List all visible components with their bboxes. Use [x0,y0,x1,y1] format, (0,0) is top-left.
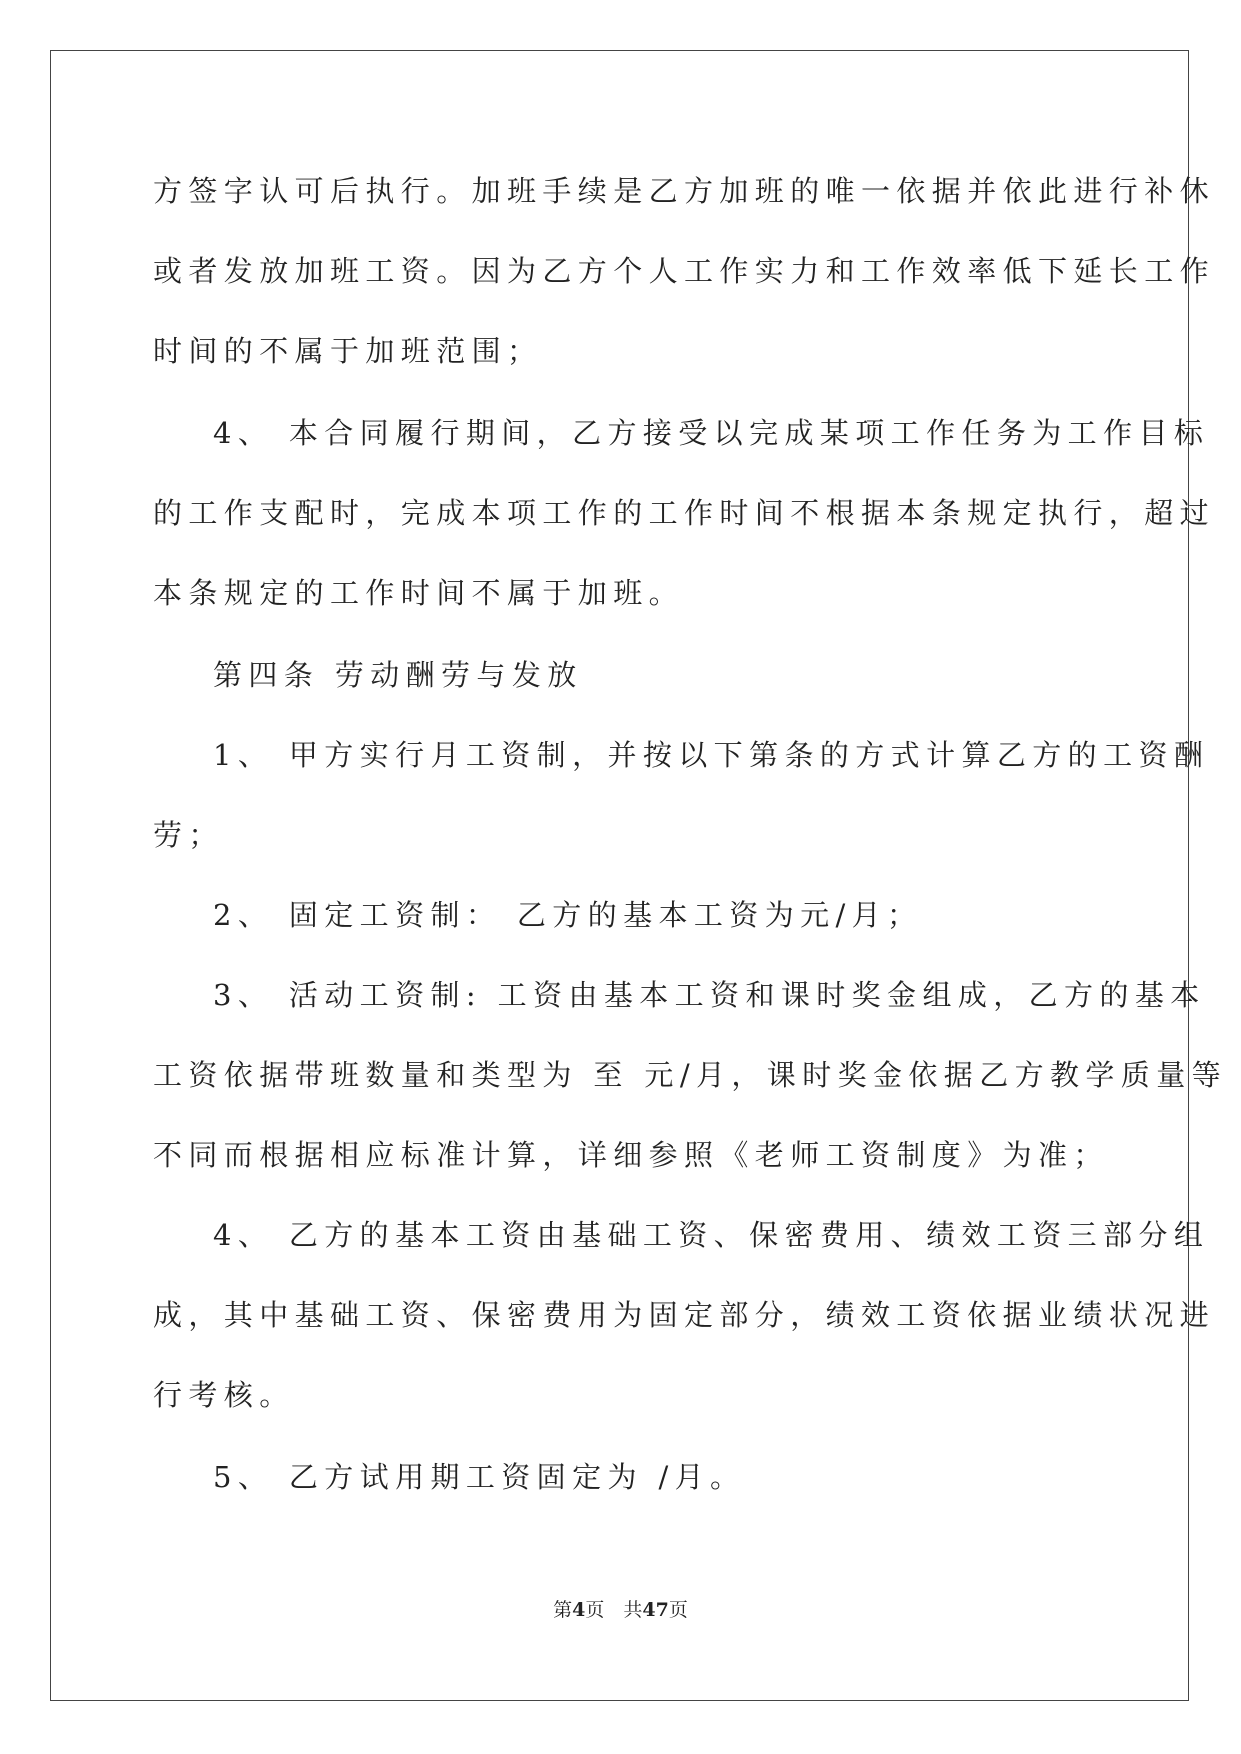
body-line: 不同而根据相应标准计算，详细参照《老师工资制度》为准； [153,1138,1109,1172]
body-line: 1、 甲方实行月工资制，并按以下第条的方式计算乙方的工资酬 [213,738,1210,772]
page-footer [0,1598,1241,1622]
body-line: 方签字认可后执行。加班手续是乙方加班的唯一依据并依此进行补休 [153,174,1216,208]
body-line: 4、 乙方的基本工资由基础工资、保密费用、绩效工资三部分组 [213,1218,1210,1252]
body-line: 5、 乙方试用期工资固定为 /月。 [213,1460,746,1494]
body-line: 2、 固定工资制： 乙方的基本工资为元/月； [213,898,923,932]
footer-mid: 页 共 [585,1599,643,1621]
body-line: 成，其中基础工资、保密费用为固定部分，绩效工资依据业绩状况进 [153,1298,1216,1332]
body-line: 的工作支配时，完成本项工作的工作时间不根据本条规定执行，超过 [153,496,1216,530]
body-line: 行考核。 [153,1378,295,1412]
footer-prefix: 第 [553,1599,573,1621]
total-pages-number: 47 [642,1599,669,1621]
body-line: 劳； [153,818,224,852]
footer-suffix: 页 [668,1599,688,1621]
current-page-number: 4 [572,1599,586,1621]
body-line: 或者发放加班工资。因为乙方个人工作实力和工作效率低下延长工作 [153,254,1216,288]
page-border [50,50,1228,1701]
body-line: 4、 本合同履行期间，乙方接受以完成某项工作任务为工作目标 [213,416,1210,450]
body-line: 时间的不属于加班范围； [153,334,543,368]
section-heading: 第四条 劳动酬劳与发放 [213,658,583,692]
body-line: 本条规定的工作时间不属于加班。 [153,576,685,610]
body-line: 工资依据带班数量和类型为 至 元/月，课时奖金依据乙方教学质量等 [153,1058,1228,1092]
body-line: 3、 活动工资制: 工资由基本工资和课时奖金组成，乙方的基本 [213,978,1206,1012]
